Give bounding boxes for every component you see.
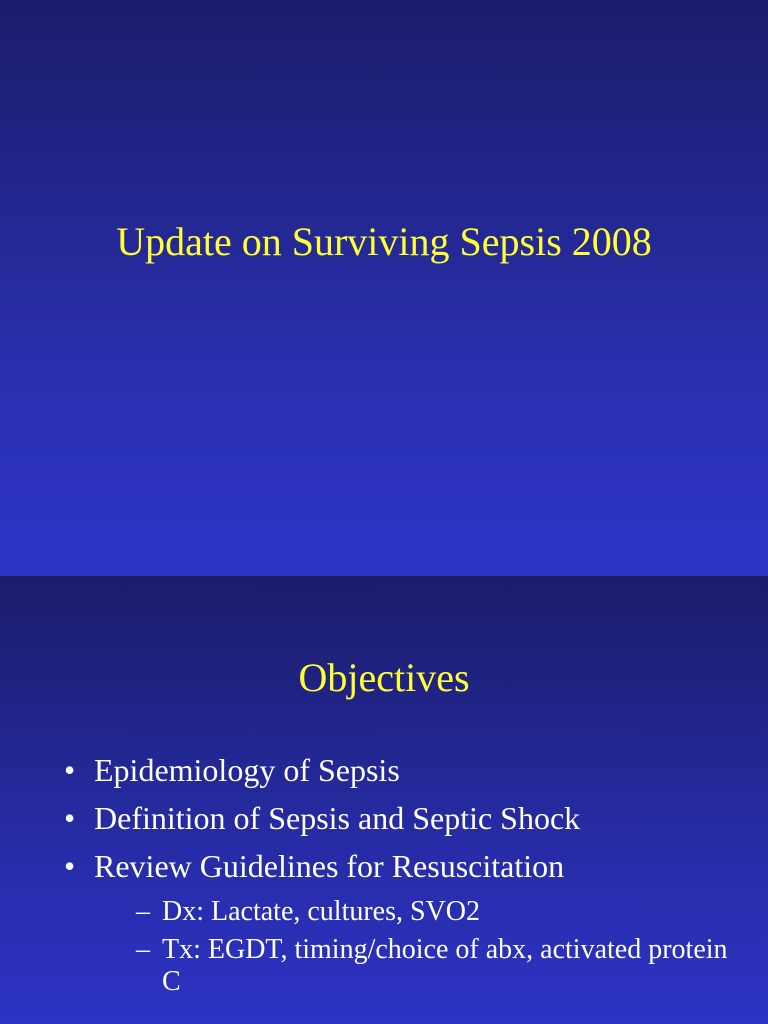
sub-bullet-text: Dx: Lactate, cultures, SVO2 [162,896,481,927]
bullet-text: Epidemiology of Sepsis [94,752,400,788]
bullet-text: Definition of Sepsis and Septic Shock [94,800,581,836]
objectives-slide [0,576,768,1024]
slide-title: Update on Surviving Sepsis 2008 [116,219,652,264]
sub-list [94,896,750,998]
list-item [60,746,750,794]
list-item [60,794,750,842]
bullet-icon: • [64,848,76,884]
bullet-text: Review Guidelines for Resuscitation [94,848,565,884]
list-item [60,842,750,998]
dash-icon: – [136,934,150,965]
sub-bullet-text: Tx: EGDT, timing/choice of abx, activated protein C [162,934,728,997]
bullet-icon: • [64,800,76,836]
sub-list-item [94,896,750,928]
sub-list-item [94,934,750,998]
dash-icon: – [136,896,150,927]
bullet-icon: • [64,752,76,788]
objectives-list [60,746,750,1004]
objectives-heading: Objectives [298,655,470,700]
